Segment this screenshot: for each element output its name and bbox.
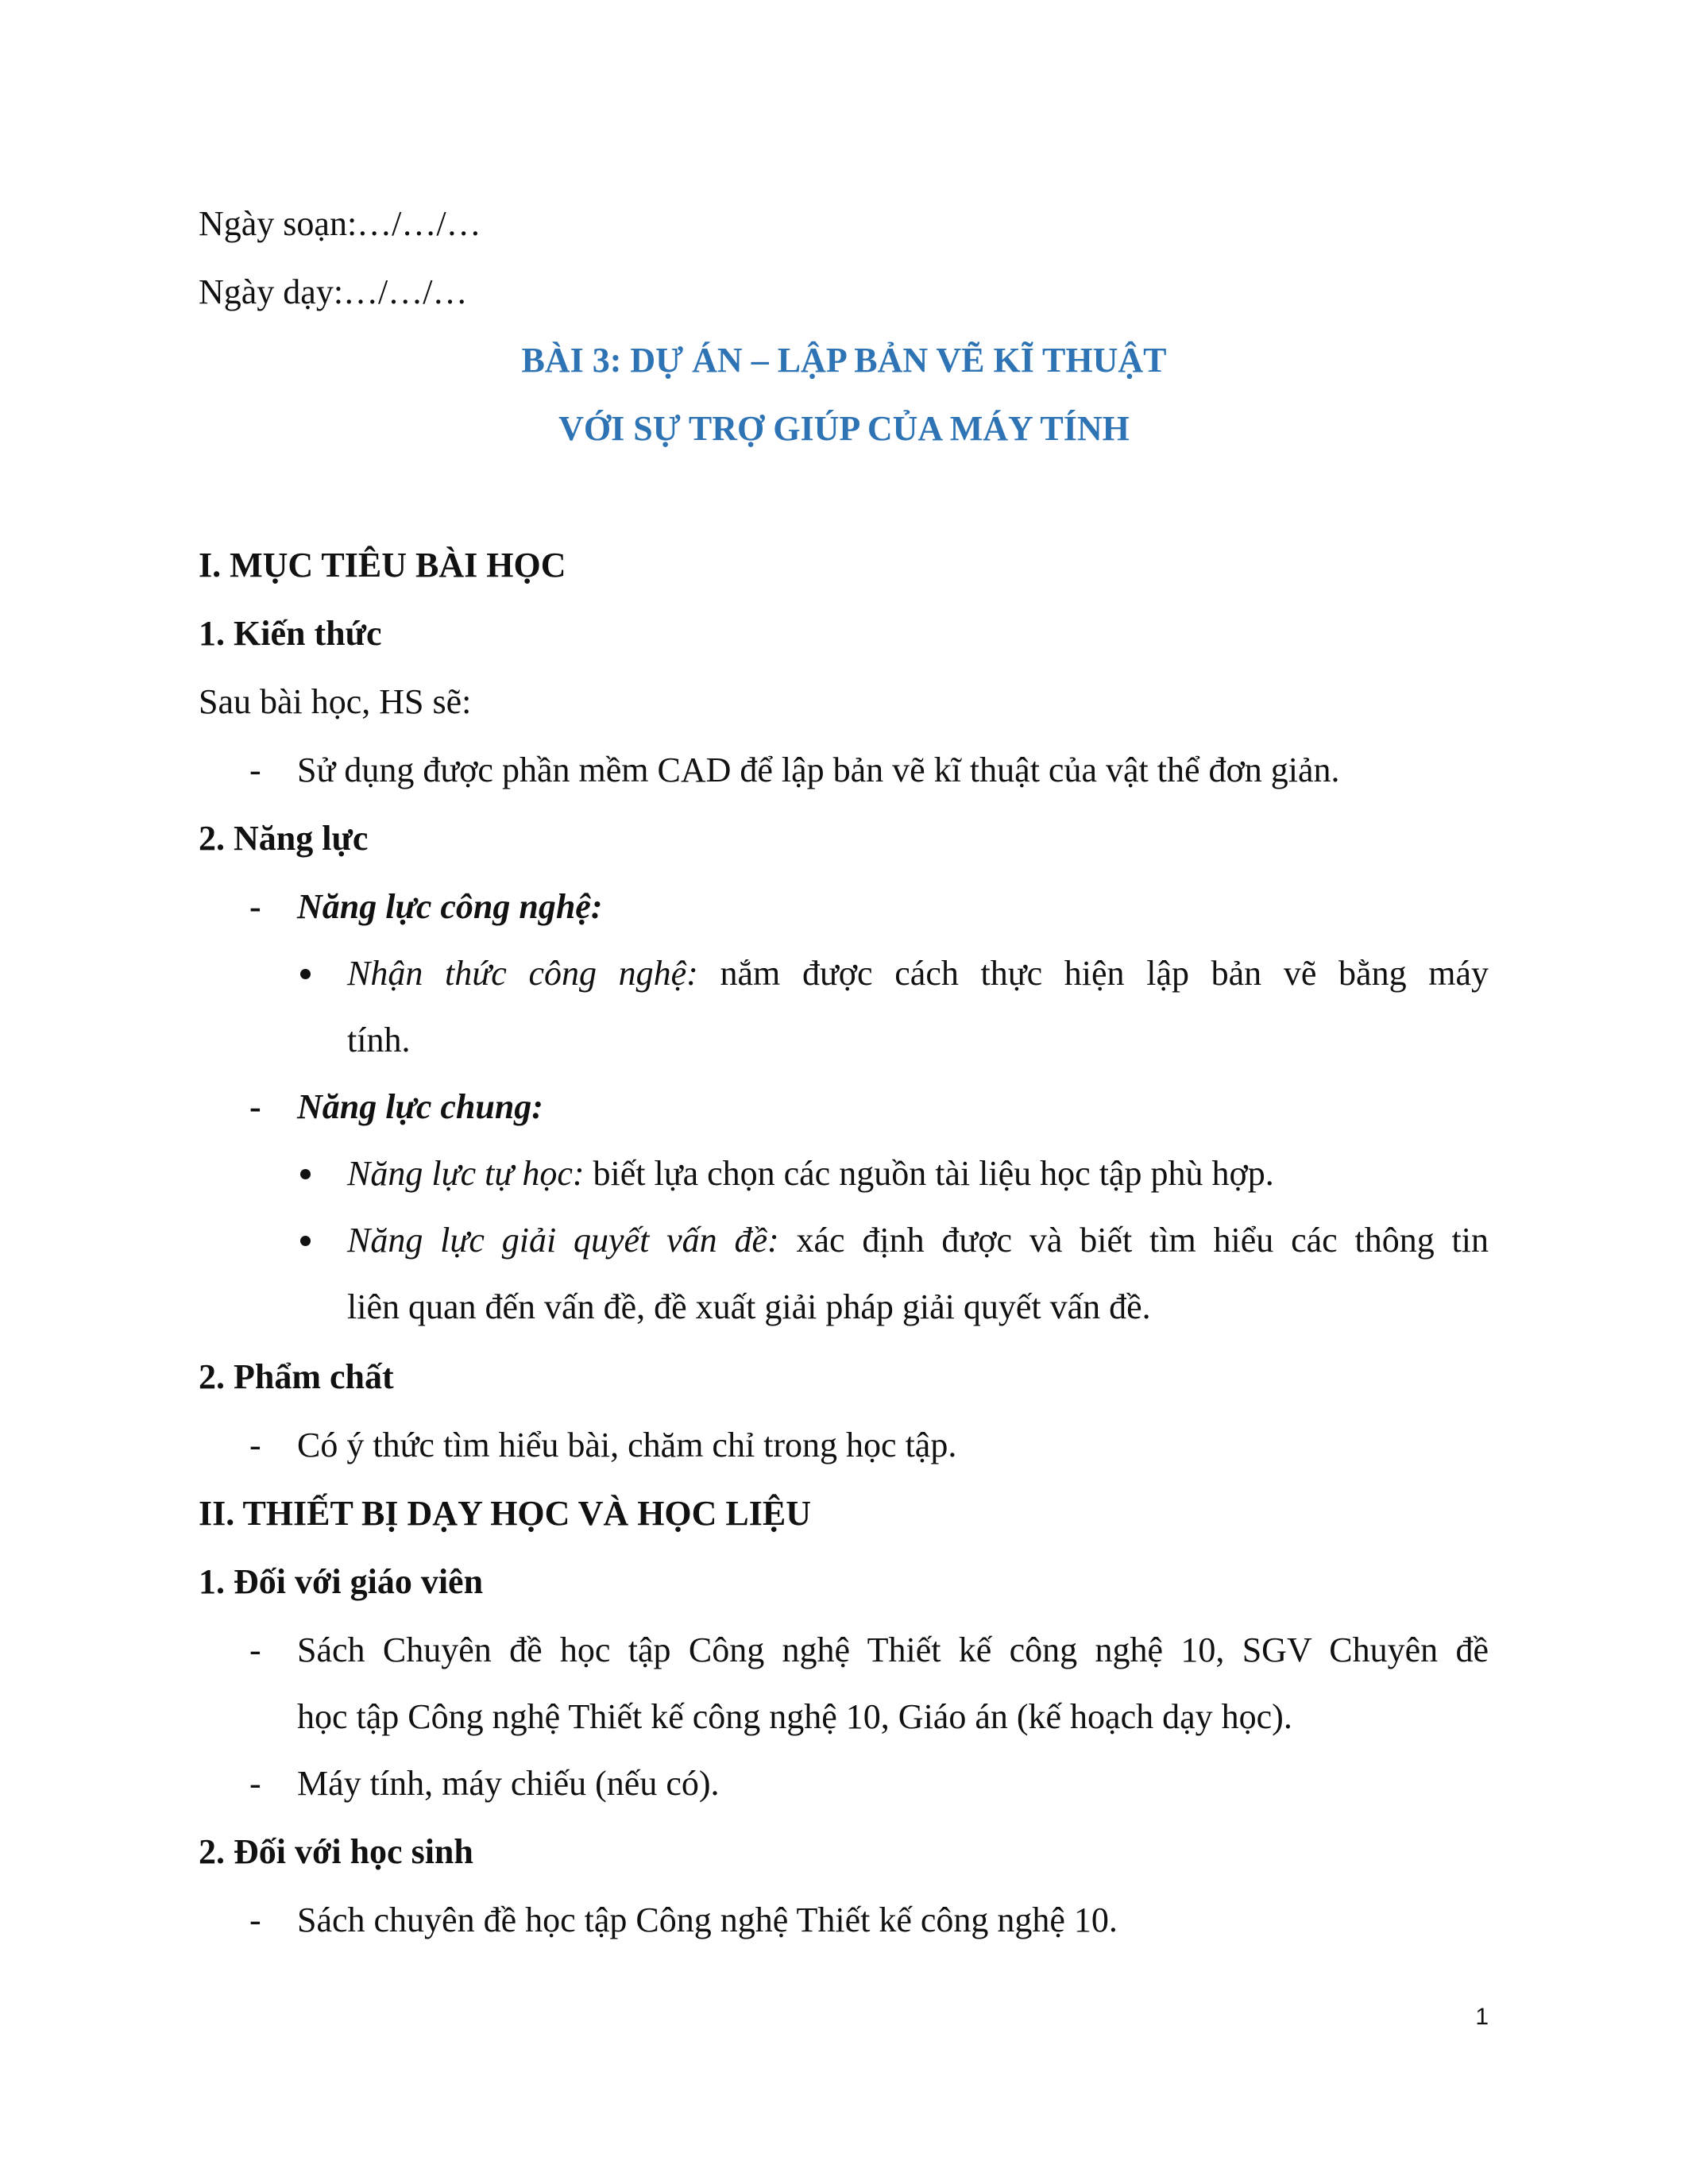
knowledge-item: Sử dụng được phần mềm CAD để lập bản vẽ kĩ thuật của vật thể đơn giản.	[297, 751, 1340, 789]
list-dash: -	[249, 1764, 261, 1803]
problem-solving-text-cont: liên quan đến vấn đề, đề xuất giải pháp giải quyết vấn đề.	[347, 1287, 1151, 1326]
tech-awareness-text-cont: tính.	[347, 1021, 411, 1059]
list-dash: -	[249, 1630, 261, 1669]
tech-awareness-text: nắm được cách thực hiện lập bản vẽ bằng máy	[697, 954, 1489, 993]
list-dash: -	[249, 1900, 261, 1939]
subheading-knowledge: 1. Kiến thức	[199, 614, 382, 653]
page-number: 1	[1475, 2004, 1489, 2030]
teach-date: Ngày dạy:…/…/…	[199, 272, 468, 311]
subheading-teacher: 1. Đối với giáo viên	[199, 1562, 484, 1601]
teacher-item-2: Máy tính, máy chiếu (nếu có).	[297, 1764, 720, 1803]
problem-solving-item	[347, 1217, 1489, 1264]
section-heading-equipment: II. THIẾT BỊ DẠY HỌC VÀ HỌC LIỆU	[199, 1494, 812, 1533]
problem-solving-text: xác định được và biết tìm hiểu các thông tin	[778, 1221, 1489, 1260]
self-study-item	[347, 1150, 1489, 1198]
section-heading-objectives: I. MỤC TIÊU BÀI HỌC	[199, 546, 566, 585]
list-dash: -	[249, 751, 261, 789]
quality-item: Có ý thức tìm hiểu bài, chăm chỉ trong học tập.	[297, 1426, 957, 1464]
lesson-title-line-1: BÀI 3: DỰ ÁN – LẬP BẢN VẼ KĨ THUẬT	[521, 341, 1167, 380]
tech-awareness-label: Nhận thức công nghệ:	[347, 954, 698, 993]
prep-date: Ngày soạn:…/…/…	[199, 204, 481, 243]
teacher-item-1-cont: học tập Công nghệ Thiết kế công nghệ 10, Giáo án (kế hoạch dạy học).	[297, 1697, 1292, 1736]
self-study-text: biết lựa chọn các nguồn tài liệu học tập phù hợp.	[584, 1154, 1274, 1193]
list-dash: -	[249, 1426, 261, 1464]
bullet-icon	[299, 950, 315, 997]
subheading-student: 2. Đối với học sinh	[199, 1832, 473, 1871]
self-study-label: Năng lực tự học:	[347, 1154, 585, 1193]
tech-competence-label: Năng lực công nghệ:	[297, 887, 603, 926]
general-competence-label: Năng lực chung:	[297, 1087, 543, 1126]
teacher-item-1: Sách Chuyên đề học tập Công nghệ Thiết kế công nghệ 10, SGV Chuyên đề	[297, 1630, 1489, 1669]
student-item-1: Sách chuyên đề học tập Công nghệ Thiết kế công nghệ 10.	[297, 1900, 1118, 1939]
knowledge-intro: Sau bài học, HS sẽ:	[199, 682, 472, 721]
bullet-icon	[299, 1217, 315, 1264]
lesson-title-line-2: VỚI SỰ TRỢ GIÚP CỦA MÁY TÍNH	[558, 409, 1130, 448]
bullet-icon	[299, 1150, 315, 1198]
subheading-competence: 2. Năng lực	[199, 819, 369, 858]
problem-solving-label: Năng lực giải quyết vấn đề:	[347, 1221, 779, 1260]
list-dash: -	[249, 887, 261, 926]
tech-awareness-item	[347, 950, 1489, 997]
subheading-quality: 2. Phẩm chất	[199, 1357, 394, 1396]
list-dash: -	[249, 1087, 261, 1126]
